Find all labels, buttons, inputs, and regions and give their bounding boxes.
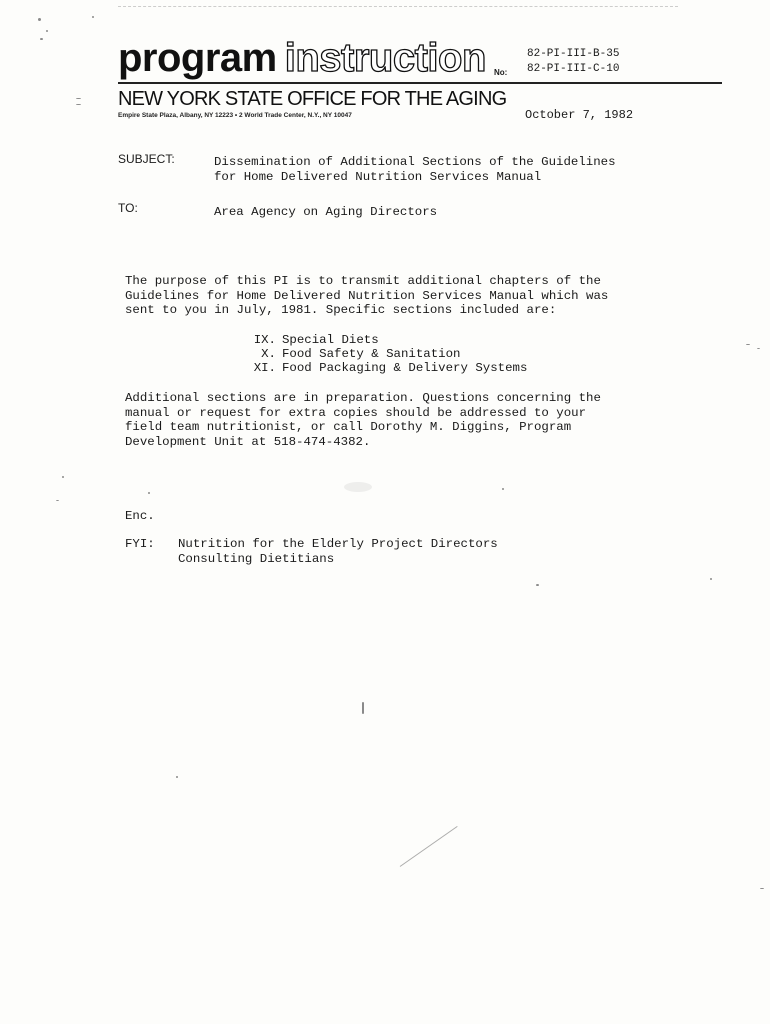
section-item <box>240 333 379 347</box>
scan-stray-mark <box>400 826 458 867</box>
section-number: X. <box>261 347 276 361</box>
additional-paragraph <box>125 391 601 449</box>
title-program: program <box>118 36 277 80</box>
scan-speck <box>148 492 150 494</box>
pi-number-primary: 82-PI-III-B-35 <box>527 48 620 60</box>
fyi-label: FYI: <box>125 537 155 551</box>
scan-noise-top <box>118 6 678 11</box>
scan-speck <box>62 476 64 478</box>
scan-speck <box>502 488 504 490</box>
agency-name: NEW YORK STATE OFFICE FOR THE AGING <box>118 88 507 110</box>
paragraph-line: Additional sections are in preparation. Questions concerning the <box>125 391 601 405</box>
section-item <box>240 361 527 375</box>
scan-speck <box>757 348 760 349</box>
scan-speck <box>40 38 43 40</box>
scan-speck <box>746 344 750 345</box>
enclosure-note: Enc. <box>125 509 155 523</box>
purpose-paragraph <box>125 274 608 318</box>
scan-speck <box>536 584 539 586</box>
section-title: Food Safety & Sanitation <box>282 347 461 361</box>
section-number: XI. <box>253 361 276 375</box>
paragraph-line: field team nutritionist, or call Dorothy M. Diggins, Program <box>125 420 572 434</box>
pi-number-secondary: 82-PI-III-C-10 <box>527 63 620 75</box>
fyi-recipients <box>178 537 498 566</box>
document-date: October 7, 1982 <box>525 108 634 122</box>
title-instruction: instruction <box>284 36 486 80</box>
section-title: Food Packaging & Delivery Systems <box>282 361 528 375</box>
scan-speck <box>76 98 81 99</box>
agency-address: Empire State Plaza, Albany, NY 12223 • 2 World Trade Center, N.Y., NY 10047 <box>118 112 352 119</box>
paragraph-line: The purpose of this PI is to transmit additional chapters of the <box>125 274 601 288</box>
letterhead-rule <box>118 82 722 84</box>
scan-speck <box>710 578 712 580</box>
scan-speck <box>56 500 59 501</box>
section-number: IX. <box>253 333 276 347</box>
to-label: TO: <box>118 201 138 215</box>
scan-speck <box>92 16 94 18</box>
fyi-recipient: Nutrition for the Elderly Project Directors <box>178 537 498 551</box>
scan-speck <box>176 776 178 778</box>
scan-speck <box>76 104 81 105</box>
subject-label: SUBJECT: <box>118 152 175 166</box>
paragraph-line: sent to you in July, 1981. Specific sections included are: <box>125 303 557 317</box>
number-label: No: <box>494 68 508 77</box>
to-value: Area Agency on Aging Directors <box>214 205 438 219</box>
scan-speck <box>46 30 48 32</box>
scan-speck <box>362 702 364 714</box>
subject-text <box>214 155 616 184</box>
scan-speck <box>760 888 764 889</box>
section-item <box>240 347 460 361</box>
section-title: Special Diets <box>282 333 379 347</box>
scan-smudge <box>344 482 372 492</box>
paragraph-line: manual or request for extra copies should be addressed to your <box>125 405 587 420</box>
subject-line: Dissemination of Additional Sections of the Guidelines <box>214 155 616 169</box>
subject-line: for Home Delivered Nutrition Services Manual <box>214 169 542 184</box>
fyi-recipient: Consulting Dietitians <box>178 551 335 566</box>
scan-speck <box>38 18 41 21</box>
paragraph-line: Development Unit at 518-474-4382. <box>125 434 371 449</box>
paragraph-line: Guidelines for Home Delivered Nutrition Services Manual which was <box>125 288 609 303</box>
letterhead-title <box>118 36 486 80</box>
